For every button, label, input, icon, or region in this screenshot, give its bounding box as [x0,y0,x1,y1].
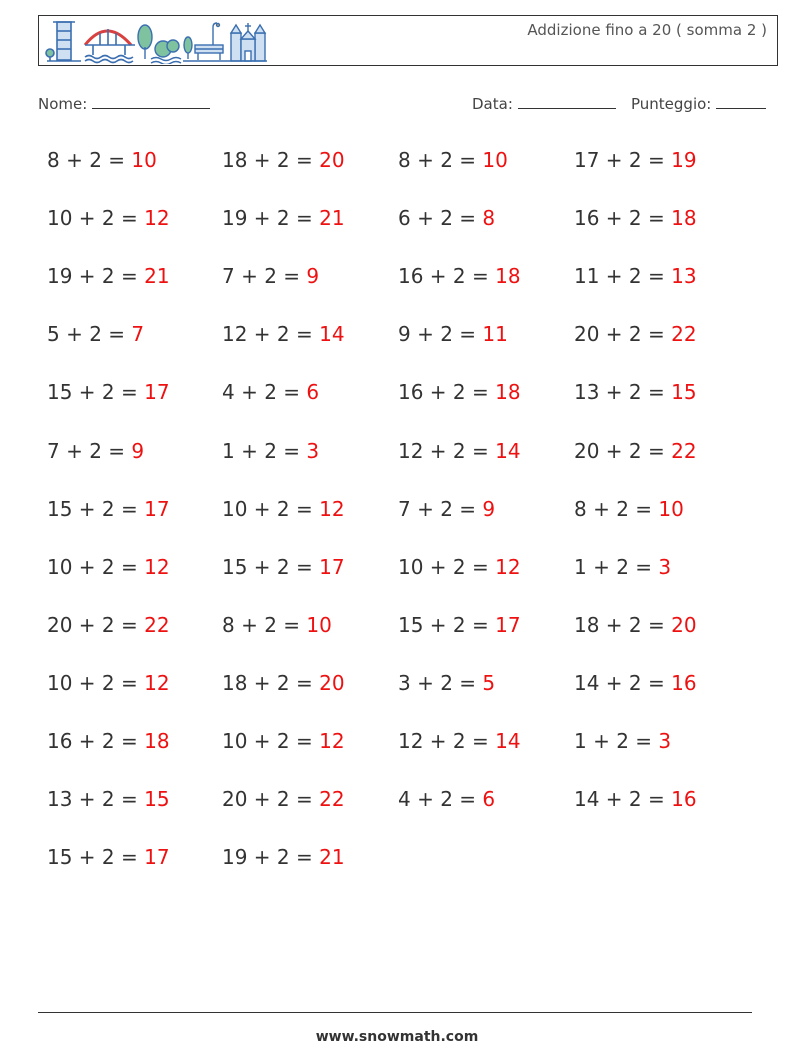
problem-answer: 16 [671,787,697,811]
problem-answer: 9 [306,264,320,288]
problem-expression: 1 + 2 = [222,439,307,463]
problem-answer: 12 [144,206,170,230]
problem-item [574,264,697,288]
office-building-icon [46,22,81,61]
problem-item [222,845,345,869]
problem-answer: 18 [495,380,521,404]
problem-expression: 9 + 2 = [398,322,483,346]
problem-answer: 11 [482,322,508,346]
problem-expression: 12 + 2 = [398,729,496,753]
problem-item [574,671,697,695]
city-illustration [45,19,267,64]
problem-expression: 15 + 2 = [47,380,145,404]
problem-expression: 15 + 2 = [398,613,496,637]
problem-item [398,439,521,463]
problem-item [574,787,697,811]
name-label: Nome: [38,95,88,113]
problem-expression: 20 + 2 = [574,439,672,463]
score-label: Punteggio: [631,95,712,113]
problem-item [47,322,144,346]
problem-answer: 12 [144,671,170,695]
problem-answer: 17 [495,613,521,637]
problem-expression: 8 + 2 = [574,497,659,521]
problem-item [47,497,170,521]
problem-answer: 18 [671,206,697,230]
problem-expression: 12 + 2 = [398,439,496,463]
problem-expression: 4 + 2 = [222,380,307,404]
worksheet-title: Addizione fino a 20 ( somma 2 ) [527,21,767,39]
problem-item [47,206,170,230]
problem-item [574,206,697,230]
problem-answer: 18 [495,264,521,288]
problem-expression: 14 + 2 = [574,671,672,695]
problem-answer: 14 [319,322,345,346]
problem-answer: 8 [482,206,496,230]
date-blank[interactable] [518,94,616,109]
problem-item [574,322,697,346]
problem-answer: 22 [671,439,697,463]
problem-expression: 18 + 2 = [222,148,320,172]
problem-expression: 7 + 2 = [398,497,483,521]
problem-answer: 10 [482,148,508,172]
problem-expression: 10 + 2 = [47,555,145,579]
problem-expression: 20 + 2 = [574,322,672,346]
problem-expression: 10 + 2 = [398,555,496,579]
problem-answer: 21 [319,206,345,230]
problem-item [398,613,521,637]
problem-expression: 14 + 2 = [574,787,672,811]
problem-expression: 4 + 2 = [398,787,483,811]
problem-expression: 16 + 2 = [398,264,496,288]
problem-answer: 3 [658,729,672,753]
problem-item [398,787,495,811]
problem-item [47,555,170,579]
problem-expression: 16 + 2 = [574,206,672,230]
problem-item [47,613,170,637]
problem-expression: 15 + 2 = [222,555,320,579]
problem-item [47,671,170,695]
problem-expression: 16 + 2 = [398,380,496,404]
problem-answer: 22 [144,613,170,637]
problem-answer: 18 [144,729,170,753]
problem-item [222,555,345,579]
problem-answer: 17 [319,555,345,579]
problem-expression: 20 + 2 = [47,613,145,637]
problem-item [222,148,345,172]
footer-divider [38,1012,752,1013]
problem-item [574,148,697,172]
problem-item [222,671,345,695]
problem-answer: 12 [319,729,345,753]
name-blank[interactable] [92,94,210,109]
problem-item [574,497,684,521]
problem-expression: 10 + 2 = [222,729,320,753]
score-field[interactable] [631,94,766,113]
problem-answer: 6 [306,380,320,404]
problem-answer: 17 [144,497,170,521]
problem-item [574,729,671,753]
problem-expression: 19 + 2 = [222,206,320,230]
problem-answer: 15 [144,787,170,811]
problem-expression: 19 + 2 = [47,264,145,288]
problem-expression: 8 + 2 = [222,613,307,637]
park-bench-icon [183,23,227,61]
problem-answer: 9 [482,497,496,521]
problem-answer: 9 [131,439,145,463]
problem-item [398,671,495,695]
problem-item [398,729,521,753]
problem-answer: 21 [144,264,170,288]
problem-answer: 10 [131,148,157,172]
problem-answer: 14 [495,439,521,463]
problem-expression: 15 + 2 = [47,845,145,869]
problem-answer: 3 [658,555,672,579]
problem-expression: 19 + 2 = [222,845,320,869]
church-icon [227,23,267,61]
problem-item [222,497,345,521]
problem-item [47,264,170,288]
problem-expression: 5 + 2 = [47,322,132,346]
problem-answer: 20 [319,148,345,172]
problem-expression: 13 + 2 = [574,380,672,404]
problem-answer: 12 [495,555,521,579]
date-field[interactable] [472,94,616,113]
problem-answer: 17 [144,845,170,869]
problem-item [222,264,319,288]
problem-item [398,555,521,579]
tree-icon [138,25,152,59]
problem-item [398,322,508,346]
problem-answer: 22 [671,322,697,346]
problem-answer: 3 [306,439,320,463]
problem-answer: 21 [319,845,345,869]
problem-item [222,613,332,637]
problem-expression: 18 + 2 = [222,671,320,695]
problem-answer: 12 [144,555,170,579]
problem-answer: 17 [144,380,170,404]
problem-expression: 8 + 2 = [47,148,132,172]
problem-answer: 19 [671,148,697,172]
problem-expression: 6 + 2 = [398,206,483,230]
problem-item [222,206,345,230]
problem-expression: 20 + 2 = [222,787,320,811]
problem-expression: 17 + 2 = [574,148,672,172]
problem-item [222,439,319,463]
problem-expression: 1 + 2 = [574,555,659,579]
problem-answer: 12 [319,497,345,521]
problem-expression: 7 + 2 = [47,439,132,463]
problem-answer: 20 [671,613,697,637]
problem-item [222,729,345,753]
problem-answer: 20 [319,671,345,695]
problem-answer: 10 [306,613,332,637]
problem-answer: 7 [131,322,145,346]
problem-item [574,613,697,637]
problem-answer: 5 [482,671,496,695]
problem-item [398,148,508,172]
problem-item [47,787,170,811]
footer-url: www.snowmath.com [315,1029,479,1045]
problem-expression: 3 + 2 = [398,671,483,695]
problem-item [47,380,170,404]
problem-item [398,206,495,230]
problem-item [574,380,697,404]
header-box [38,15,778,66]
problem-expression: 18 + 2 = [574,613,672,637]
problem-expression: 10 + 2 = [47,671,145,695]
problem-item [47,439,144,463]
problem-item [398,264,521,288]
problem-answer: 13 [671,264,697,288]
score-blank[interactable] [716,94,766,109]
problem-item [47,148,157,172]
problem-item [47,845,170,869]
problem-expression: 8 + 2 = [398,148,483,172]
problem-expression: 11 + 2 = [574,264,672,288]
problem-item [398,497,495,521]
bridge-icon [85,29,135,63]
problem-expression: 1 + 2 = [574,729,659,753]
problem-item [398,380,521,404]
problem-answer: 16 [671,671,697,695]
problem-answer: 22 [319,787,345,811]
date-label: Data: [472,95,513,113]
park-pond-icon [151,40,181,64]
problem-item [47,729,170,753]
problem-item [222,322,345,346]
problem-expression: 10 + 2 = [47,206,145,230]
problem-expression: 10 + 2 = [222,497,320,521]
problem-answer: 10 [658,497,684,521]
problem-item [222,380,319,404]
name-field[interactable] [38,94,210,113]
problem-expression: 13 + 2 = [47,787,145,811]
problem-item [574,439,697,463]
problem-expression: 12 + 2 = [222,322,320,346]
problem-answer: 14 [495,729,521,753]
problem-expression: 16 + 2 = [47,729,145,753]
problem-item [574,555,671,579]
problem-expression: 15 + 2 = [47,497,145,521]
problem-answer: 6 [482,787,496,811]
problem-expression: 7 + 2 = [222,264,307,288]
problem-answer: 15 [671,380,697,404]
problem-item [222,787,345,811]
